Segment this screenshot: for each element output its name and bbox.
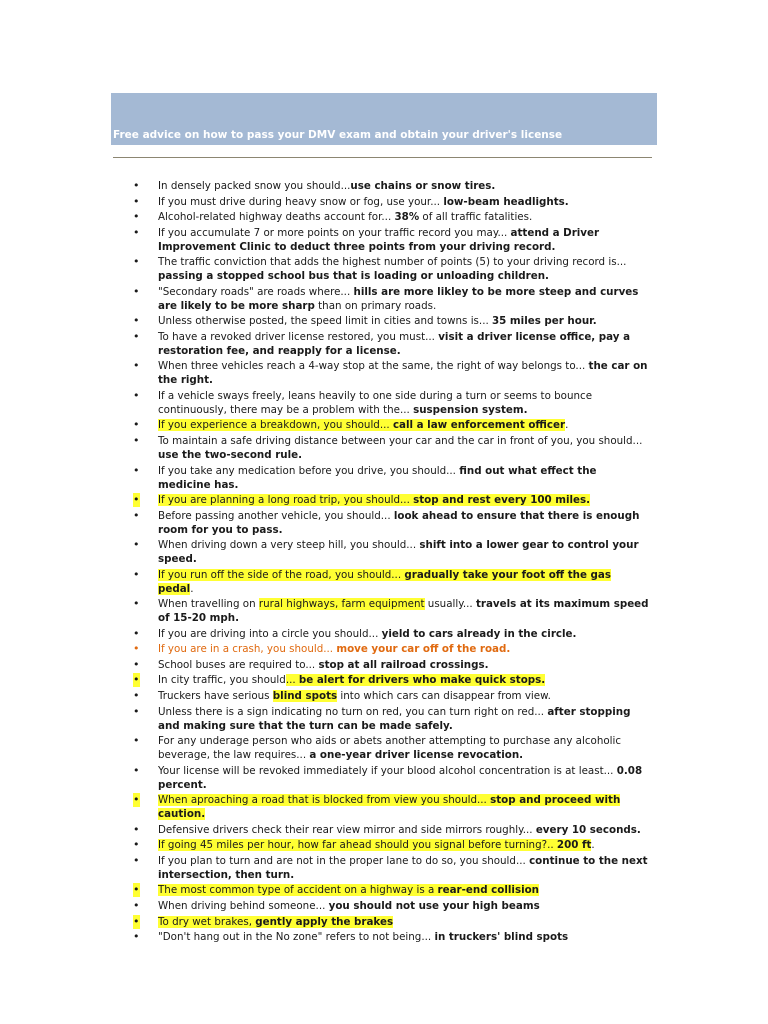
tip-text: If you run off the side of the road, you should...: [158, 568, 405, 581]
list-item: [0, 793, 768, 821]
bullet-icon: •: [133, 853, 140, 867]
bullet-icon: •: [133, 179, 140, 192]
tip-text: shift into a lower gear to control your speed.: [158, 539, 639, 566]
page-title: Free advice on how to pass your DMV exam and obtain your driver's license: [113, 129, 563, 141]
list-item: [0, 493, 768, 507]
bullet-icon: •: [133, 822, 140, 836]
tip-text: attend a Driver Improvement Clinic to deduct three points from your driving record.: [158, 226, 600, 253]
list-item: [0, 930, 768, 944]
tip-text: blind spots: [272, 690, 338, 703]
bullet-icon: •: [133, 538, 140, 552]
tip-text: rural highways, farm equipment: [258, 598, 425, 611]
bullet-icon: •: [133, 284, 140, 298]
tip-text: look ahead to ensure that there is enough room for you to pass.: [158, 509, 640, 536]
tip-text: When driving behind someone...: [158, 899, 329, 912]
tip-text: "Secondary roads" are roads where...: [158, 285, 354, 298]
list-item: [0, 285, 768, 313]
tip-text: after stopping and making sure that the turn can be made safely.: [158, 705, 631, 732]
tip-text: stop at all railroad crossings.: [318, 658, 489, 671]
tip-text: When aproaching a road that is blocked from view you should...: [158, 794, 491, 807]
list-item: [0, 838, 768, 852]
tip-text: Alcohol-related highway deaths account for...: [158, 211, 395, 224]
tip-text: 200 ft: [556, 839, 592, 852]
tip-text: move your car off of the road.: [336, 643, 511, 656]
tip-text: ...: [285, 674, 299, 687]
list-item: [0, 705, 768, 733]
list-item: [0, 899, 768, 913]
tip-text: If you take any medication before you drive, you should...: [158, 464, 460, 477]
tip-text: gradually take your foot off the gas pedal: [158, 568, 611, 595]
list-item: [0, 823, 768, 837]
list-item: [0, 226, 768, 254]
header-banner: [111, 93, 657, 145]
list-item: [0, 538, 768, 566]
bullet-icon: •: [133, 930, 140, 944]
bullet-icon: •: [133, 493, 140, 507]
tip-text: "Don't hang out in the No zone" refers to not being...: [158, 931, 435, 944]
bullet-icon: •: [133, 359, 140, 373]
tip-text: usually...: [424, 598, 476, 611]
bullet-icon: •: [133, 210, 140, 224]
bullet-icon: •: [133, 388, 140, 402]
tip-text: of all traffic fatalities.: [419, 211, 533, 224]
list-item: [0, 389, 768, 417]
tip-text: than on primary roads.: [314, 299, 437, 312]
list-item: [0, 883, 768, 897]
tip-text: 38%: [394, 211, 420, 224]
list-item: [0, 255, 768, 283]
tip-text: stop and rest every 100 miles.: [413, 494, 591, 507]
bullet-icon: •: [133, 418, 140, 432]
tip-text: gently apply the brakes: [255, 915, 394, 928]
bullet-icon: •: [133, 567, 140, 581]
tip-text: .: [565, 419, 569, 432]
list-item: [0, 418, 768, 432]
tip-text: When travelling on: [158, 598, 259, 611]
bullet-icon: •: [133, 838, 140, 852]
tip-text: low-beam headlights.: [443, 195, 569, 208]
list-item: [0, 658, 768, 672]
tip-text: call a law enforcement officer: [392, 419, 566, 432]
tip-text: be alert for drivers who make quick stops.: [298, 674, 546, 687]
tip-text: In densely packed snow you should...: [158, 180, 351, 192]
tip-text: When three vehicles reach a 4-way stop at the same, the right of way belongs to...: [158, 360, 589, 373]
tip-text: Unless otherwise posted, the speed limit in cities and towns is...: [158, 315, 493, 328]
list-item: [0, 434, 768, 462]
divider: [113, 157, 652, 158]
tip-text: visit a driver license office, pay a restoration fee, and reapply for a license.: [158, 330, 631, 357]
bullet-icon: •: [133, 329, 140, 343]
list-item: [0, 689, 768, 703]
list-item: [0, 359, 768, 387]
tip-text: Before passing another vehicle, you should...: [158, 509, 394, 522]
list-item: [0, 627, 768, 641]
list-item: [0, 464, 768, 492]
tip-text: If you are driving into a circle you should...: [158, 627, 382, 640]
list-item: [0, 210, 768, 224]
bullet-icon: •: [133, 463, 140, 477]
bullet-icon: •: [133, 704, 140, 718]
tip-text: travels at its maximum speed of 15-20 mph.: [158, 598, 649, 625]
bullet-icon: •: [133, 508, 140, 522]
tip-text: passing a stopped school bus that is loading or unloading children.: [158, 270, 549, 283]
list-item: [0, 673, 768, 687]
bullet-icon: •: [133, 225, 140, 239]
bullet-icon: •: [133, 673, 140, 687]
tip-text: School buses are required to...: [158, 658, 319, 671]
tip-text: Unless there is a sign indicating no turn on red, you can turn right on red...: [158, 705, 548, 718]
tip-text: Truckers have serious: [158, 690, 273, 703]
list-item: [0, 915, 768, 929]
tip-text: When driving down a very steep hill, you should...: [158, 539, 420, 552]
tip-text: stop and proceed with caution.: [158, 794, 621, 821]
tip-text: .: [591, 839, 595, 852]
tip-text: the car on the right.: [158, 360, 648, 387]
bullet-icon: •: [133, 793, 140, 807]
tip-text: continue to the next intersection, then turn.: [158, 854, 648, 881]
tip-text: If you are in a crash, you should...: [158, 643, 337, 656]
tip-text: 35 miles per hour.: [492, 315, 597, 328]
tip-text: The traffic conviction that adds the highest number of points (5) to your driving record is...: [158, 256, 627, 269]
tip-text: in truckers' blind spots: [434, 931, 569, 944]
list-item: [0, 509, 768, 537]
bullet-icon: •: [133, 626, 140, 640]
tip-text: .: [190, 582, 194, 595]
tip-text: If you experience a breakdown, you should...: [158, 419, 393, 432]
bullet-icon: •: [133, 883, 140, 897]
tip-text: rear-end collision: [437, 884, 540, 897]
list-item: [0, 179, 768, 193]
bullet-icon: •: [133, 898, 140, 912]
bullet-icon: •: [133, 597, 140, 611]
list-item: [0, 764, 768, 792]
list-item: [0, 568, 768, 596]
tip-text: If you must drive during heavy snow or fog, use your...: [158, 195, 444, 208]
tip-text: For any underage person who aids or abets another attempting to purchase any alcoholic beverage, the law requires...: [158, 735, 622, 762]
tip-text: use chains or snow tires.: [350, 180, 496, 192]
tip-text: suspension system.: [413, 403, 528, 416]
bullet-icon: •: [133, 657, 140, 671]
tip-text: To dry wet brakes,: [158, 915, 256, 928]
list-item: [0, 734, 768, 762]
bullet-icon: •: [133, 734, 140, 748]
tip-text: If you plan to turn and are not in the proper lane to do so, you should...: [158, 854, 530, 867]
tip-text: you should not use your high beams: [328, 899, 540, 912]
tip-text: To have a revoked driver license restored, you must...: [158, 330, 439, 343]
bullet-icon: •: [133, 689, 140, 703]
tip-text: every 10 seconds.: [535, 823, 641, 836]
bullet-icon: •: [133, 763, 140, 777]
tips-list: [0, 179, 768, 946]
tip-text: If going 45 miles per hour, how far ahead should you signal before turning?..: [158, 839, 557, 852]
bullet-icon: •: [133, 314, 140, 328]
tip-text: If a vehicle sways freely, leans heavily to one side during a turn or seems to bounce continuously, there may be a problem with the...: [158, 389, 593, 416]
tip-text: a one-year driver license revocation.: [309, 749, 524, 762]
list-item: [0, 195, 768, 209]
tip-text: Defensive drivers check their rear view mirror and side mirrors roughly...: [158, 823, 536, 836]
list-item: [0, 330, 768, 358]
list-item: [0, 314, 768, 328]
tip-text: In city traffic, you should: [158, 674, 286, 687]
list-item: [0, 642, 768, 656]
tip-text: If you are planning a long road trip, you should...: [158, 494, 414, 507]
bullet-icon: •: [133, 642, 140, 656]
tip-text: into which cars can disappear from view.: [337, 690, 551, 703]
tip-text: use the two-second rule.: [158, 449, 303, 462]
bullet-icon: •: [133, 434, 140, 448]
tip-text: hills are more likley to be more steep and curves are likely to be more sharp: [158, 285, 639, 312]
tip-text: If you accumulate 7 or more points on your traffic record you may...: [158, 226, 511, 239]
list-item: [0, 854, 768, 882]
bullet-icon: •: [133, 255, 140, 269]
bullet-icon: •: [133, 194, 140, 208]
tip-text: find out what effect the medicine has.: [158, 464, 597, 491]
tip-text: To maintain a safe driving distance between your car and the car in front of you, you should...: [158, 435, 643, 448]
tip-text: The most common type of accident on a highway is a: [158, 884, 438, 897]
list-item: [0, 597, 768, 625]
tip-text: Your license will be revoked immediately if your blood alcohol concentration is at least...: [158, 764, 617, 777]
tip-text: yield to cars already in the circle.: [381, 627, 577, 640]
tip-text: 0.08 percent.: [158, 764, 643, 791]
bullet-icon: •: [133, 914, 140, 928]
